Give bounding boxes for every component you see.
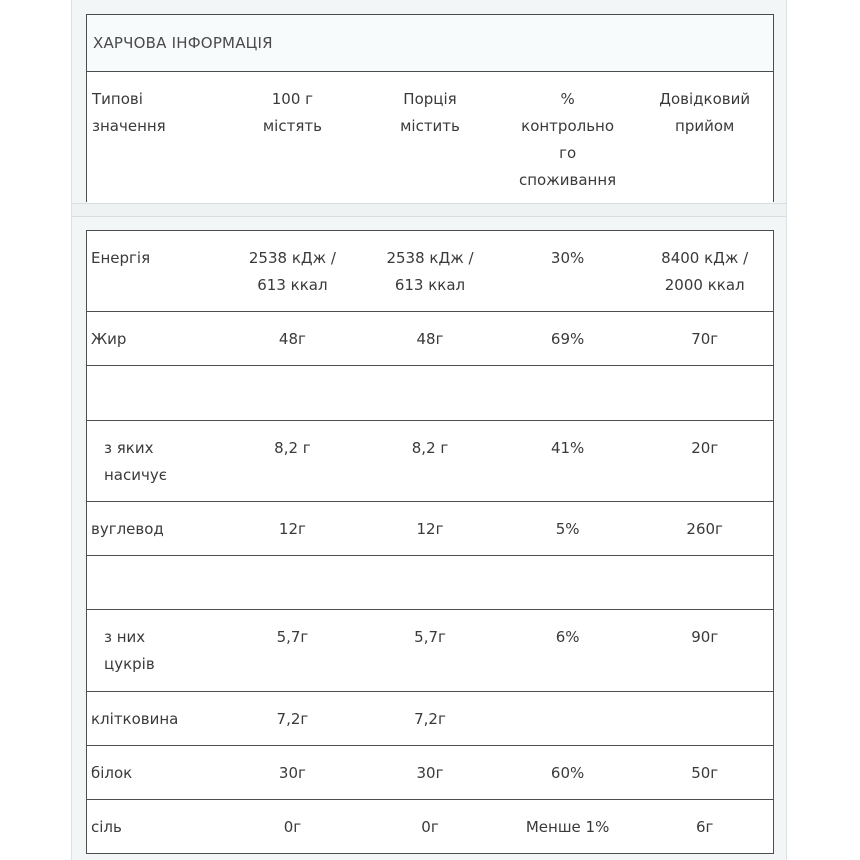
reference-intake-cell — [636, 231, 773, 311]
per-100g-cell — [224, 746, 362, 799]
header-per-portion — [361, 72, 499, 203]
header-line: контрольно — [521, 117, 615, 135]
nutrient-name-cell — [87, 556, 224, 609]
cell-line: цукрів — [104, 655, 155, 673]
cell-line: 30г — [278, 764, 306, 782]
reference-intake-cell — [636, 421, 773, 501]
table-row — [87, 746, 773, 800]
header-line: Порція — [403, 90, 457, 108]
cell-line: 6г — [695, 818, 714, 836]
table-row — [87, 366, 773, 421]
header-line: містять — [262, 117, 322, 135]
per-portion-cell — [361, 502, 499, 555]
per-100g-cell — [224, 312, 362, 365]
cell-line: 8,2 г — [411, 439, 449, 457]
nutrition-header-table — [86, 14, 774, 202]
table-row — [87, 421, 773, 502]
nutrient-name-cell — [87, 231, 224, 311]
header-line: Довідковий — [659, 90, 751, 108]
nutrient-name-cell — [87, 312, 224, 365]
per-portion-cell — [361, 800, 499, 853]
cell-line: 48г — [416, 330, 444, 348]
per-portion-cell — [361, 746, 499, 799]
cell-line: 2538 кДж / — [248, 249, 336, 267]
header-line: го — [559, 144, 577, 162]
ri-percent-cell — [499, 556, 637, 609]
cell-line: 8,2 г — [274, 439, 311, 457]
cell-line: 2538 кДж / — [386, 249, 474, 267]
cell-line: білок — [91, 764, 133, 782]
ri-percent-cell: 5% — [555, 520, 580, 538]
section-divider — [72, 203, 786, 217]
cell-line: Жир — [91, 330, 127, 348]
cell-line: 7,2г — [276, 710, 309, 728]
cell-line: з них — [104, 628, 146, 646]
header-reference-intake — [636, 72, 773, 203]
table-row — [87, 692, 773, 746]
per-portion-cell — [361, 421, 499, 501]
cell-line: 90г — [691, 628, 719, 646]
nutrient-name-cell — [87, 800, 224, 853]
header-line: Типові — [92, 90, 143, 108]
per-100g-cell — [224, 421, 362, 501]
table-row — [87, 610, 773, 692]
per-portion-cell — [361, 231, 499, 311]
cell-line: 12г — [278, 520, 306, 538]
ri-percent-cell — [499, 692, 637, 745]
table-row — [87, 231, 773, 312]
nutrient-name-cell — [87, 502, 224, 555]
header-line: містить — [400, 117, 460, 135]
table-title: ХАРЧОВА ІНФОРМАЦІЯ — [87, 15, 773, 72]
per-portion-cell — [361, 366, 499, 420]
nutrient-name-cell — [87, 692, 224, 745]
header-line: % — [560, 90, 575, 108]
cell-line: вуглевод — [91, 520, 164, 538]
cell-line: 0г — [421, 818, 439, 836]
per-100g-cell — [224, 610, 362, 691]
nutrient-name-cell — [87, 746, 224, 799]
cell-line: 20г — [691, 439, 719, 457]
cell-line: 5,7г — [276, 628, 309, 646]
header-line: 100 г — [271, 90, 314, 108]
cell-line: клітковина — [91, 710, 179, 728]
cell-line: 8400 кДж / — [661, 249, 749, 267]
ri-percent-cell: 60% — [550, 764, 585, 782]
cell-line: 7,2г — [414, 710, 446, 728]
per-100g-cell — [224, 692, 362, 745]
table-row — [87, 312, 773, 366]
per-100g-cell — [224, 231, 362, 311]
cell-line: з яких — [104, 439, 154, 457]
reference-intake-cell — [636, 366, 773, 420]
cell-line: 613 ккал — [257, 276, 328, 294]
cell-line: 48г — [278, 330, 306, 348]
nutrient-name-cell — [87, 421, 224, 501]
cell-line: 70г — [691, 330, 719, 348]
header-row — [87, 72, 773, 203]
cell-line: 30г — [416, 764, 444, 782]
header-line: значення — [92, 117, 166, 135]
header-reference-intake-percent — [499, 72, 637, 203]
table-row — [87, 502, 773, 556]
cell-line: насичує — [104, 466, 167, 484]
header-per-100g — [224, 72, 362, 203]
nutrient-name-cell — [87, 610, 224, 691]
cell-line: 5,7г — [414, 628, 446, 646]
reference-intake-cell — [636, 692, 773, 745]
per-100g-cell — [224, 502, 362, 555]
cell-line: 2000 ккал — [664, 276, 745, 294]
nutrition-values-table — [86, 230, 774, 854]
per-portion-cell — [361, 312, 499, 365]
reference-intake-cell — [636, 746, 773, 799]
cell-line: 613 ккал — [394, 276, 466, 294]
per-portion-cell — [361, 610, 499, 691]
reference-intake-cell — [636, 502, 773, 555]
ri-percent-cell: 6% — [555, 628, 580, 646]
per-portion-cell — [361, 692, 499, 745]
table-row — [87, 556, 773, 610]
nutrient-name-cell — [87, 366, 224, 420]
reference-intake-cell — [636, 610, 773, 691]
per-100g-cell — [224, 556, 362, 609]
per-100g-cell — [224, 800, 362, 853]
ri-percent-cell — [499, 366, 637, 420]
per-100g-cell — [224, 366, 362, 420]
ri-percent-cell: 30% — [550, 249, 585, 267]
cell-line: сіль — [91, 818, 122, 836]
cell-line: 260г — [686, 520, 723, 538]
cell-line: 12г — [416, 520, 444, 538]
header-line: прийом — [675, 117, 735, 135]
header-typical-values — [87, 72, 224, 203]
per-portion-cell — [361, 556, 499, 609]
header-line: споживання — [519, 171, 617, 189]
table-row — [87, 800, 773, 854]
reference-intake-cell — [636, 800, 773, 853]
reference-intake-cell — [636, 556, 773, 609]
cell-line: Енергія — [91, 249, 151, 267]
ri-percent-cell: 41% — [550, 439, 585, 457]
ri-percent-cell: Менше 1% — [525, 818, 610, 836]
reference-intake-cell — [636, 312, 773, 365]
ri-percent-cell: 69% — [550, 330, 585, 348]
cell-line: 0г — [283, 818, 302, 836]
cell-line: 50г — [691, 764, 719, 782]
